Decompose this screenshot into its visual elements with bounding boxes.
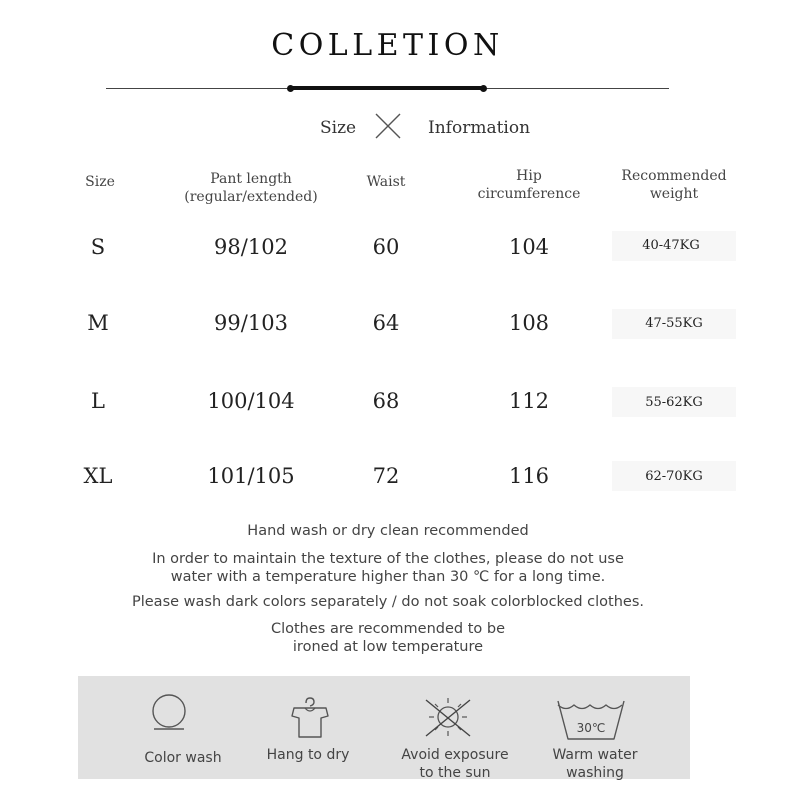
care-label-hang-dry: Hang to dry	[266, 747, 350, 763]
weight-cell: 47-55KG	[645, 316, 703, 331]
size-cell: M	[87, 311, 109, 335]
care-label-avoid-sun: Avoid exposure to the sun	[401, 747, 509, 781]
column-header-hip: Hip circumference	[477, 168, 581, 202]
care-note-ironing-line1: Clothes are recommended to be	[270, 621, 506, 637]
pant-length-cell: 98/102	[214, 235, 288, 259]
hip-cell: 108	[508, 311, 550, 335]
hip-cell: 104	[508, 235, 550, 259]
pant-length-cell: 99/103	[214, 311, 288, 335]
care-note-ironing-line2: ironed at low temperature	[292, 639, 484, 655]
pant-length-cell: 100/104	[207, 389, 295, 413]
waist-cell: 68	[372, 389, 400, 413]
no-sun-icon	[420, 696, 476, 740]
care-note-dark-colors: Please wash dark colors separately / do not soak colorblocked clothes.	[131, 594, 644, 610]
circle-icon	[150, 693, 188, 731]
waist-cell: 64	[372, 311, 400, 335]
weight-cell: 62-70KG	[645, 469, 703, 484]
weight-cell: 40-47KG	[642, 238, 700, 253]
care-note-temperature-line2: water with a temperature higher than 30 ℃ for a long time.	[170, 569, 606, 585]
column-header-size: Size	[85, 174, 115, 190]
size-cell: XL	[83, 464, 113, 488]
subtitle-size: Size	[320, 118, 357, 138]
size-cell: L	[91, 389, 105, 413]
pant-length-cell: 101/105	[207, 464, 295, 488]
waist-cell: 72	[372, 464, 400, 488]
wash-temperature-label: 30℃	[576, 721, 606, 735]
cross-icon	[373, 112, 403, 140]
subtitle-information: Information	[428, 118, 531, 138]
title-divider-accent	[289, 86, 486, 90]
waist-cell: 60	[372, 235, 400, 259]
care-label-color-wash: Color wash	[144, 750, 222, 766]
column-header-weight: Recommended weight	[621, 168, 727, 202]
wash-basin-icon	[556, 699, 626, 743]
divider-dot-right	[480, 85, 487, 92]
care-note-temperature-line1: In order to maintain the texture of the clothes, please do not use	[152, 551, 624, 567]
page-title: COLLETION	[271, 28, 504, 63]
column-header-waist: Waist	[366, 174, 406, 190]
care-note-wash: Hand wash or dry clean recommended	[247, 523, 529, 539]
care-label-warm-water: Warm water washing	[552, 747, 638, 781]
hip-cell: 112	[508, 389, 550, 413]
weight-cell: 55-62KG	[645, 395, 703, 410]
hip-cell: 116	[508, 464, 550, 488]
hanger-shirt-icon	[290, 697, 330, 741]
column-header-pant-length: Pant length (regular/extended)	[184, 171, 318, 205]
size-cell: S	[90, 235, 106, 259]
divider-dot-left	[287, 85, 294, 92]
